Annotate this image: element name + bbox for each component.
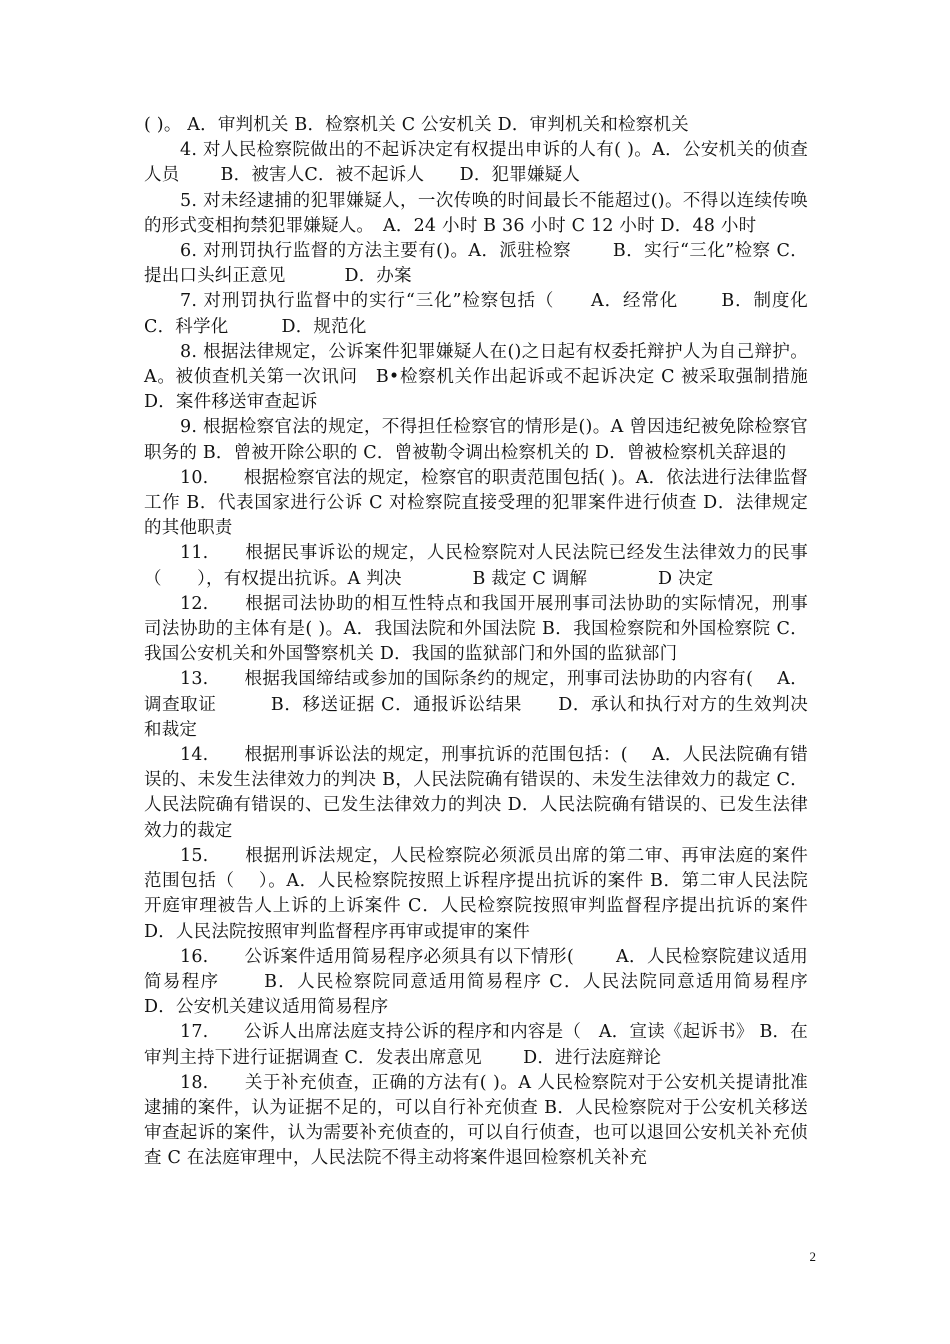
question-14: 14. 根据刑事诉讼法的规定，刑事抗诉的范围包括：( A．人民法院确有错误的、未发生法律效力的判决 B，人民法院确有错误的、未发生法律效力的裁定 C．人民法院确有错误的、已发生法律效力的判决 D．人民法院确有错误的、已发生法律效力的裁定 — [144, 745, 808, 841]
question-8: 8. 根据法律规定，公诉案件犯罪嫌疑人在()之日起有权委托辩护人为自己辩护。A。被侦查机关第一次讯问 B•检察机关作出起诉或不起诉决定 C 被采取强制措施 D．案件移送审查起诉 — [144, 341, 808, 413]
question-15: 15. 根据刑诉法规定，人民检察院必须派员出席的第二审、再审法庭的案件范围包括（ ）。A．人民检察院按照上诉程序提出抗诉的案件 B．第二审人民法院开庭审理被告人上诉的上诉案件 C．人民检察院按照审判监督程序提出抗诉的案件 D．人民法院按照审判监督程序再审或提审的案件 — [144, 845, 808, 942]
question-16: 16. 公诉案件适用简易程序必须具有以下情形( A．人民检察院建议适用简易程序 B．人民检察院同意适用简易程序 C．人民法院同意适用简易程序 D．公安机关建议适用简易程序 — [144, 946, 850, 1018]
paragraph-continuation: ( )。 A．审判机关 B．检察机关 C 公安机关 D．审判机关和检察机关 — [144, 115, 689, 135]
question-13: 13. 根据我国缔结或参加的国际条约的规定，刑事司法协助的内容有( A．调查取证 B．移送证据 C．通报诉讼结果 D．承认和执行对方的生效判决和裁定 — [144, 669, 808, 740]
page-content — [144, 113, 850, 1172]
question-17: 17. 公诉人出席法庭支持公诉的程序和内容是（ A．宣读《起诉书》 B．在审判主持下进行证据调查 C．发表出席意见 D．进行法庭辩论 — [144, 1022, 808, 1068]
question-7: 7. 对刑罚执行监督中的实行“三化”检察包括（ A．经常化 B．制度化 C．科学化 D．规范化 — [144, 291, 808, 337]
question-12: 12. 根据司法协助的相互性特点和我国开展刑事司法协助的实际情况，刑事司法协助的主体有是( )。A．我国法院和外国法院 B．我国检察院和外国检察院 C．我国公安机关和外国警察机关 D．我国的监狱部门和外国的监狱部门 — [144, 593, 808, 665]
question-6: 6. 对刑罚执行监督的方法主要有()。A．派驻检察 B．实行“三化”检察 C．提出口头纠正意见 D．办案 — [144, 241, 808, 287]
question-18: 18. 关于补充侦查，正确的方法有( )。A 人民检察院对于公安机关提请批准逮捕的案件，认为证据不足的，可以自行补充侦查 B．人民检察院对于公安机关移送审查起诉的案件，认为需要补充侦查的，可以自行侦查，也可以退回公安机关补充侦查 C 在法庭审理中，人民法院不得主动将案件退回检察机关补充 — [144, 1072, 808, 1169]
question-10: 10. 根据检察官法的规定，检察官的职责范围包括( )。A．依法进行法律监督工作 B．代表国家进行公诉 C 对检察院直接受理的犯罪案件进行侦查 D．法律规定的其他职责 — [144, 467, 808, 539]
question-11: 11. 根据民事诉讼的规定，人民检察院对人民法院已经发生法律效力的民事（ ），有权提出抗诉。A 判决 B 裁定 C 调解 D 决定 — [144, 543, 808, 589]
page-number: 2 — [809, 1249, 816, 1264]
question-5: 5. 对未经逮捕的犯罪嫌疑人，一次传唤的时间最长不能超过()。不得以连续传唤的形式变相拘禁犯罪嫌疑人。 A．24 小时 B 36 小时 C 12 小时 D．48 小时 — [144, 190, 808, 236]
question-9: 9. 根据检察官法的规定，不得担任检察官的情形是()。A 曾因违纪被免除检察官职务的 B．曾被开除公职的 C．曾被勒令调出检察机关的 D．曾被检察机关辞退的 — [144, 417, 808, 463]
question-4: 4. 对人民检察院做出的不起诉决定有权提出申诉的人有( )。A．公安机关的侦查人员 B．被害人C．被不起诉人 D．犯罪嫌疑人 — [144, 140, 808, 186]
